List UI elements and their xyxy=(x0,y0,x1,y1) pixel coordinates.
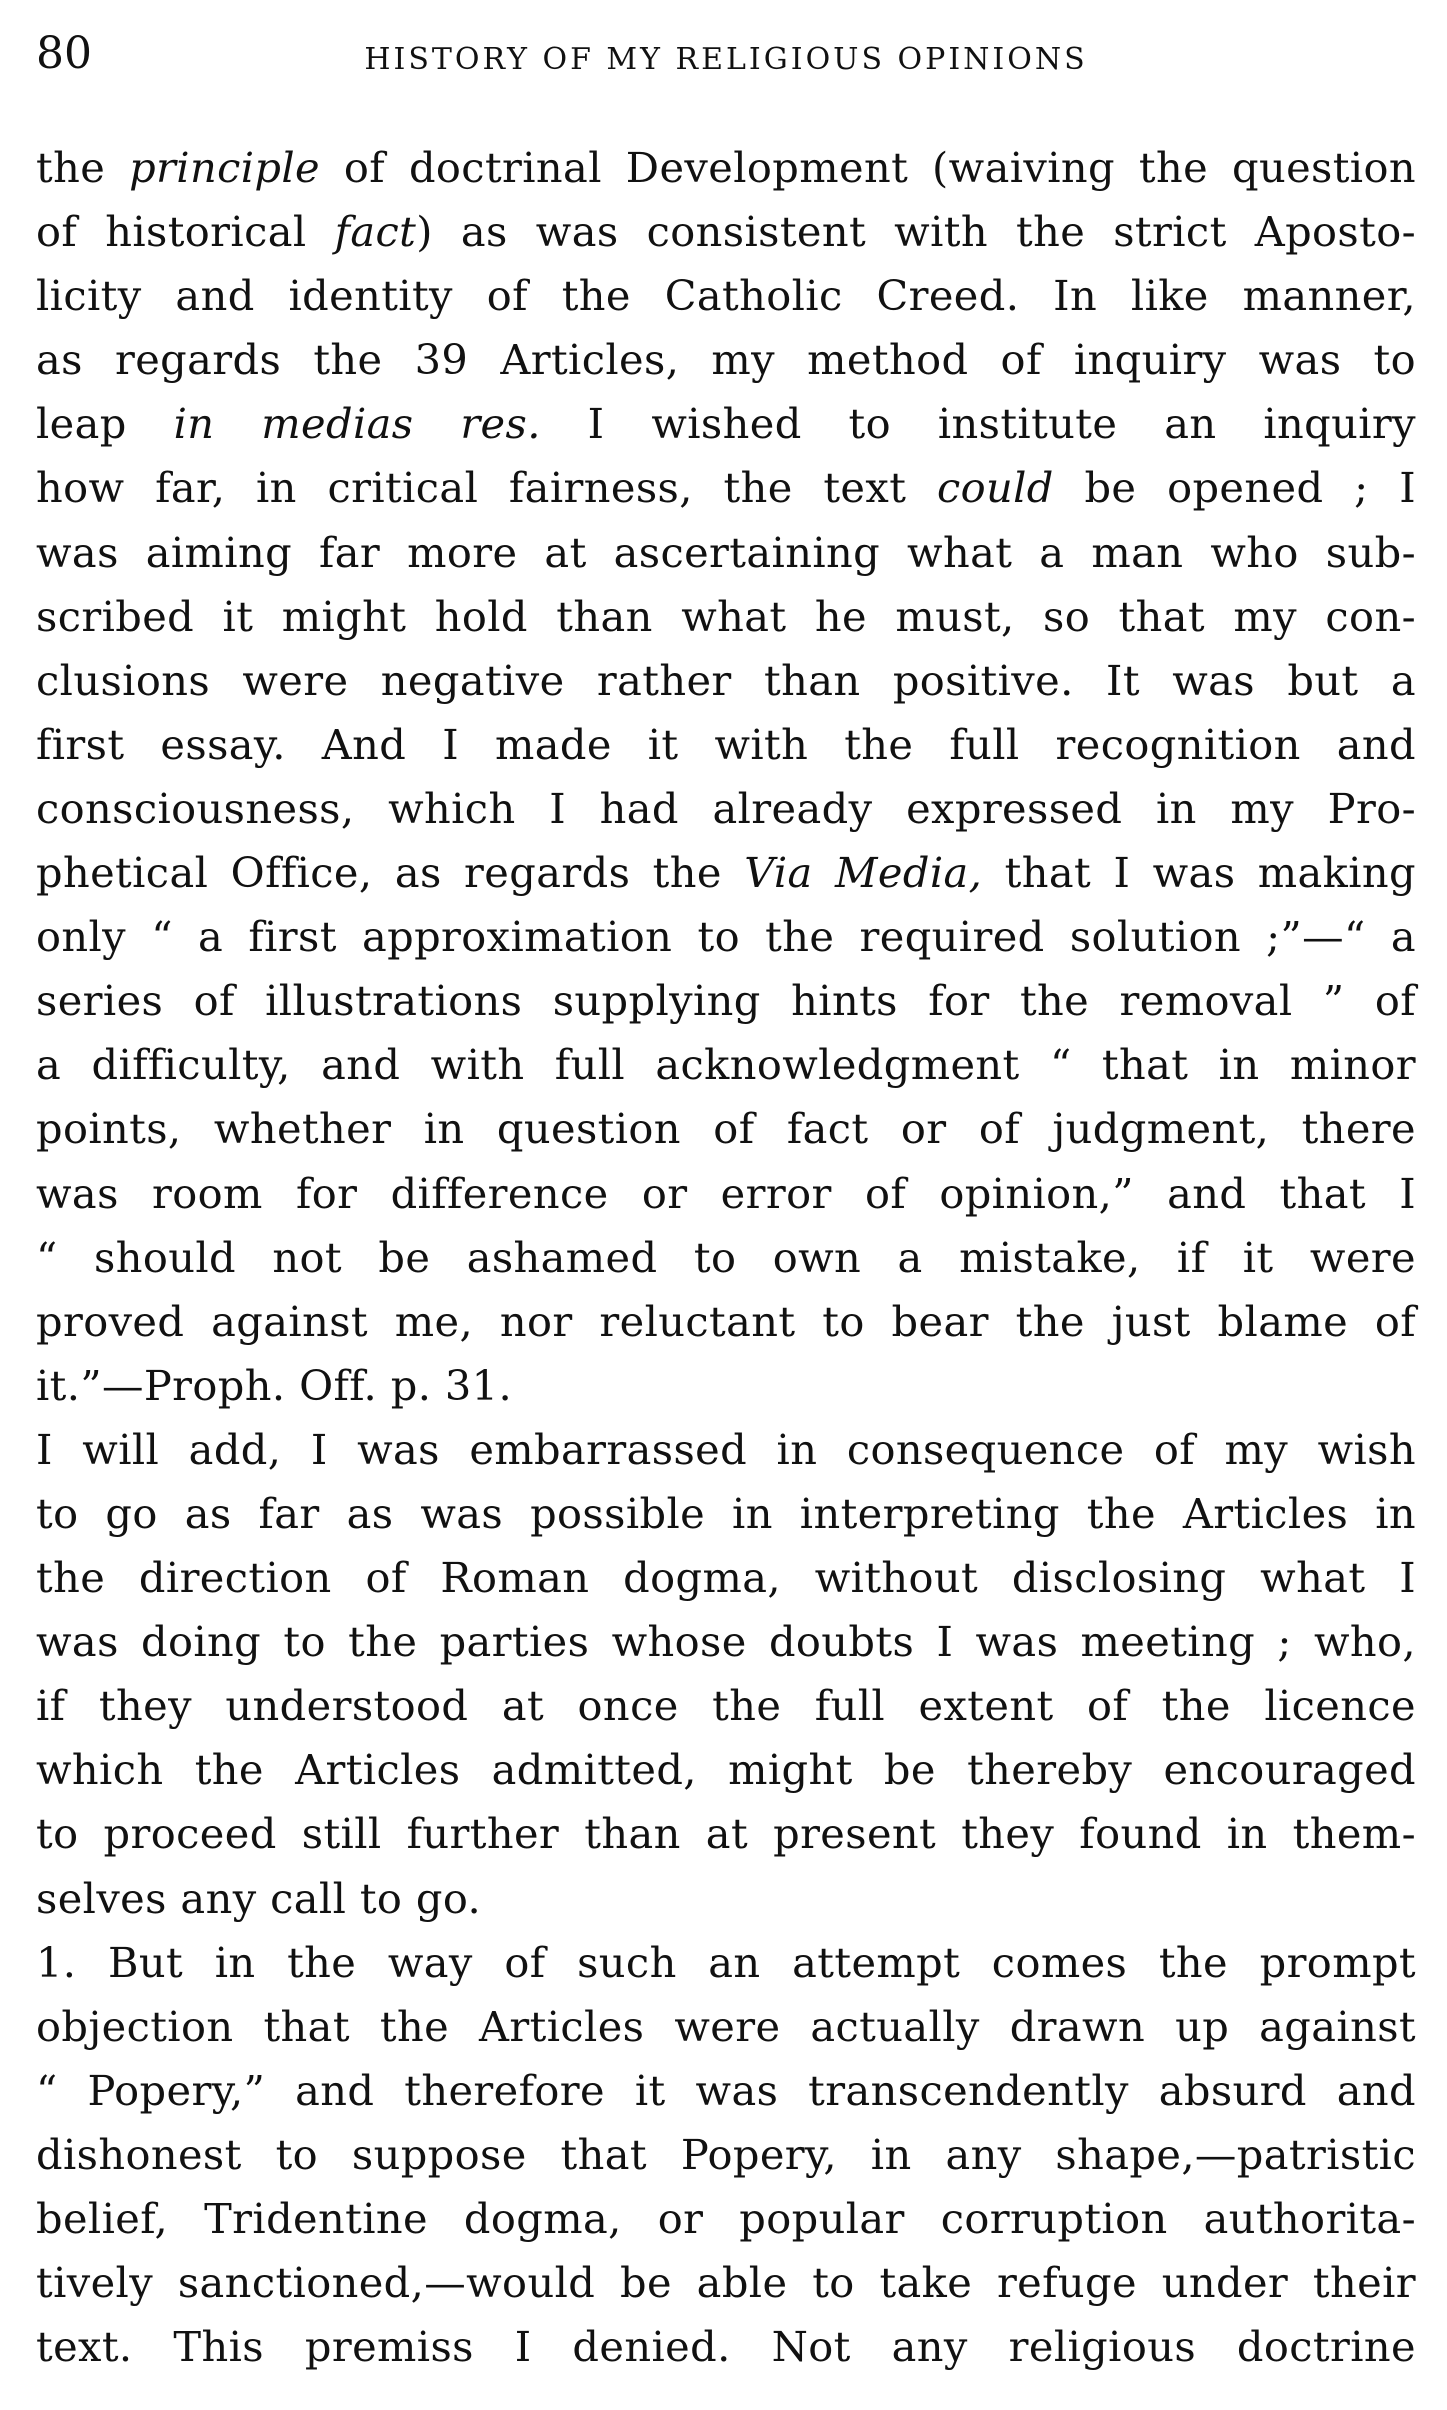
text-line: to go as far as was possible in interpreting the Articles in xyxy=(36,1488,1416,1538)
text-line: licity and identity of the Catholic Creed. In like manner, xyxy=(36,271,1416,321)
text-line xyxy=(36,136,1416,200)
text-run: phetical Office, as regards the xyxy=(36,848,745,898)
italic-text-run: fact xyxy=(334,207,417,257)
text-line: consciousness, which I had already expressed in my Pro- xyxy=(36,783,1416,833)
text-line: to proceed still further than at present they found in them- xyxy=(36,1809,1416,1859)
text-line: clusions were negative rather than positive. It was but a xyxy=(36,655,1416,705)
book-page xyxy=(36,26,1416,2396)
text-run: the xyxy=(36,143,130,192)
text-line: belief, Tridentine dogma, or popular corruption authorita- xyxy=(36,2194,1416,2243)
text-line: as regards the 39 Articles, my method of inquiry was to xyxy=(36,335,1416,385)
text-run: leap xyxy=(36,399,174,449)
italic-text-run: Via Media, xyxy=(744,848,983,898)
page-header xyxy=(36,26,1416,106)
text-line: first essay. And I made it with the full recognition and xyxy=(36,719,1416,769)
text-line: which the Articles admitted, might be thereby encouraged xyxy=(36,1745,1416,1795)
text-run: I wished to institute an inquiry xyxy=(540,399,1416,449)
italic-text-run: could xyxy=(936,463,1054,513)
text-line: tively sanctioned,—would be able to take refuge under their xyxy=(36,2258,1416,2308)
text-line: it.”—Proph. Off. p. 31. xyxy=(36,1360,513,1410)
text-run: that I was making xyxy=(982,848,1416,898)
text-line: proved against me, nor reluctant to bear the just blame of xyxy=(36,1296,1416,1346)
text-line: a difficulty, and with full acknowledgment “ that in minor xyxy=(36,1040,1416,1090)
text-line: “ should not be ashamed to own a mistake, if it were xyxy=(36,1232,1416,1282)
text-line: text. This premiss I denied. Not any religious doctrine xyxy=(36,2322,1416,2372)
text-line: if they understood at once the full extent of the licence xyxy=(36,1681,1416,1731)
text-line xyxy=(36,456,1416,520)
running-title: HISTORY OF MY RELIGIOUS OPINIONS xyxy=(364,42,1088,77)
body-text xyxy=(36,136,1416,2379)
text-line: was room for difference or error of opinion,” and that I xyxy=(36,1168,1416,1218)
text-run: of historical xyxy=(36,207,335,257)
text-line: 1. But in the way of such an attempt comes the prompt xyxy=(36,1937,1416,1987)
text-line: selves any call to go. xyxy=(36,1873,482,1923)
text-line: I will add, I was embarrassed in consequence of my wish xyxy=(36,1424,1416,1474)
text-run: of doctrinal Development (waiving the question xyxy=(320,143,1416,192)
text-line: scribed it might hold than what he must, so that my con- xyxy=(36,591,1416,641)
text-run: how far, in critical fairness, the text xyxy=(36,463,937,513)
text-line xyxy=(36,200,1416,264)
text-line: series of illustrations supplying hints for the removal ” of xyxy=(36,976,1416,1026)
text-line: points, whether in question of fact or of judgment, there xyxy=(36,1104,1416,1154)
text-line: only “ a first approximation to the required solution ;”—“ a xyxy=(36,912,1416,962)
text-line: dishonest to suppose that Popery, in any shape,—patristic xyxy=(36,2129,1416,2179)
text-run: ) as was consistent with the strict Aposto- xyxy=(416,207,1417,257)
text-line xyxy=(36,392,1416,456)
page-number: 80 xyxy=(36,28,92,79)
text-run: be opened ; I xyxy=(1053,463,1416,513)
text-line: the direction of Roman dogma, without disclosing what I xyxy=(36,1553,1416,1603)
text-line xyxy=(36,841,1416,905)
italic-text-run: in medias res. xyxy=(173,399,541,449)
italic-text-run: principle xyxy=(129,143,320,192)
text-line: objection that the Articles were actually drawn up against xyxy=(36,2001,1416,2051)
text-line: was aiming far more at ascertaining what a man who sub- xyxy=(36,527,1416,577)
text-line: “ Popery,” and therefore it was transcendently absurd and xyxy=(36,2065,1416,2115)
text-line: was doing to the parties whose doubts I was meeting ; who, xyxy=(36,1617,1416,1667)
